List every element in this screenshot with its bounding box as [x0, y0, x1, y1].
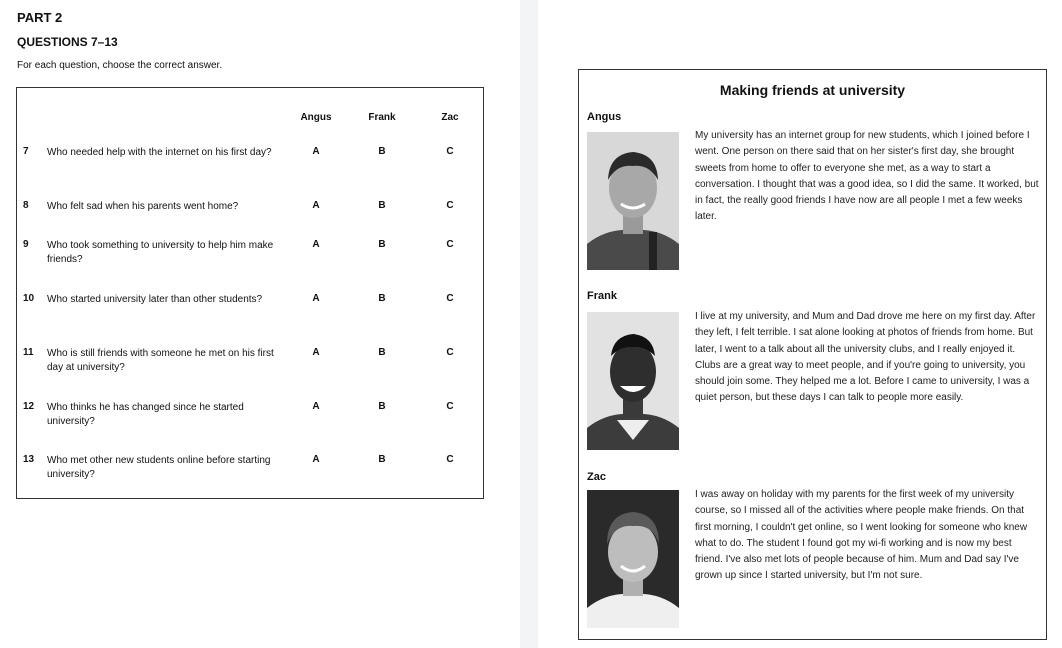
question-text: Who felt sad when his parents went home? — [47, 201, 239, 212]
option-c[interactable]: C — [446, 293, 454, 304]
question-number: 12 — [23, 401, 35, 412]
option-c[interactable]: C — [446, 401, 454, 412]
angus-photo — [587, 132, 679, 270]
question-number: 7 — [23, 146, 29, 157]
option-a[interactable]: A — [312, 200, 320, 211]
left-page — [0, 0, 520, 648]
option-a[interactable]: A — [312, 146, 320, 157]
option-c[interactable]: C — [446, 347, 454, 358]
question-row-10 — [17, 293, 483, 333]
question-row-12 — [17, 401, 483, 441]
portrait-icon — [587, 312, 679, 450]
option-c[interactable]: C — [446, 239, 454, 250]
question-row-9 — [17, 239, 483, 279]
question-row-13 — [17, 454, 483, 494]
part-title: PART 2 — [17, 10, 63, 25]
person-name-angus: Angus — [587, 111, 622, 123]
question-number: 11 — [23, 347, 34, 358]
question-row-11 — [17, 347, 483, 387]
option-b[interactable]: B — [378, 401, 386, 412]
option-b[interactable]: B — [378, 200, 386, 211]
option-c[interactable]: C — [446, 146, 454, 157]
column-header-angus: Angus — [300, 112, 332, 123]
question-text: Who took something to university to help him make friends? — [47, 240, 274, 265]
option-a[interactable]: A — [312, 347, 320, 358]
zac-photo — [587, 490, 679, 628]
option-b[interactable]: B — [378, 239, 386, 250]
article-box — [578, 69, 1047, 640]
article-title: Making friends at university — [719, 82, 906, 98]
option-a[interactable]: A — [312, 454, 320, 465]
question-text: Who met other new students online before starting university? — [47, 455, 271, 480]
question-text: Who thinks he has changed since he started university? — [47, 402, 244, 427]
question-text: Who is still friends with someone he met on his first day at university? — [47, 348, 274, 373]
page-gutter — [520, 0, 538, 648]
option-c[interactable]: C — [446, 454, 454, 465]
option-b[interactable]: B — [378, 293, 386, 304]
person-text-zac: I was away on holiday with my parents for the first week of my university course, so I missed all of the activities where people make friends. On that first morning, I couldn't get online, so I went looking for someone who knew what to do. The student I found got my wi-fi working and is now my best friend. I've also met lots of people because of him. Mum and Dad say I've grown up since I started university, but I'm not sure. — [695, 489, 1028, 582]
question-row-8 — [17, 200, 483, 240]
person-name-zac: Zac — [587, 471, 606, 483]
option-b[interactable]: B — [378, 146, 386, 157]
frank-photo — [587, 312, 679, 450]
question-number: 10 — [23, 293, 35, 304]
question-number: 9 — [23, 239, 29, 250]
option-a[interactable]: A — [312, 293, 320, 304]
question-text: Who needed help with the internet on his first day? — [47, 147, 272, 158]
column-header-zac: Zac — [441, 112, 459, 123]
question-number: 8 — [23, 200, 29, 211]
option-a[interactable]: A — [312, 239, 320, 250]
question-row-7 — [17, 146, 483, 186]
option-b[interactable]: B — [378, 347, 386, 358]
option-b[interactable]: B — [378, 454, 386, 465]
portrait-icon — [587, 490, 679, 628]
right-page — [538, 0, 1062, 648]
person-text-angus: My university has an internet group for new students, which I joined before I went. One person on there said that on her sister's first day, she brought sweets from home to offer to everyone she met, as a way to start a conversation. I thought that was a good idea, so I did the same. It worked, but in fact, the really good friends I have now are all people I met a few weeks later. — [695, 130, 1039, 223]
option-c[interactable]: C — [446, 200, 454, 211]
portrait-icon — [587, 132, 679, 270]
question-text: Who started university later than other students? — [47, 294, 263, 305]
questions-title: QUESTIONS 7–13 — [17, 35, 118, 49]
column-header-frank: Frank — [368, 112, 396, 123]
instruction-text: For each question, choose the correct answer. — [17, 60, 223, 71]
option-a[interactable]: A — [312, 401, 320, 412]
person-text-frank: I live at my university, and Mum and Dad drove me here on my first day. After they left, I felt terrible. I sat alone looking at photos of friends from home. But later, I went to a talk about all the university clubs, and I really enjoyed it. Clubs are a great way to meet people, and if you're going to university, you should join some. They helped me a lot. Before I came to university, I was a quiet person, but these days I can talk to people more easily. — [695, 311, 1036, 404]
question-table — [16, 87, 484, 499]
question-number: 13 — [23, 454, 35, 465]
person-name-frank: Frank — [587, 290, 617, 302]
